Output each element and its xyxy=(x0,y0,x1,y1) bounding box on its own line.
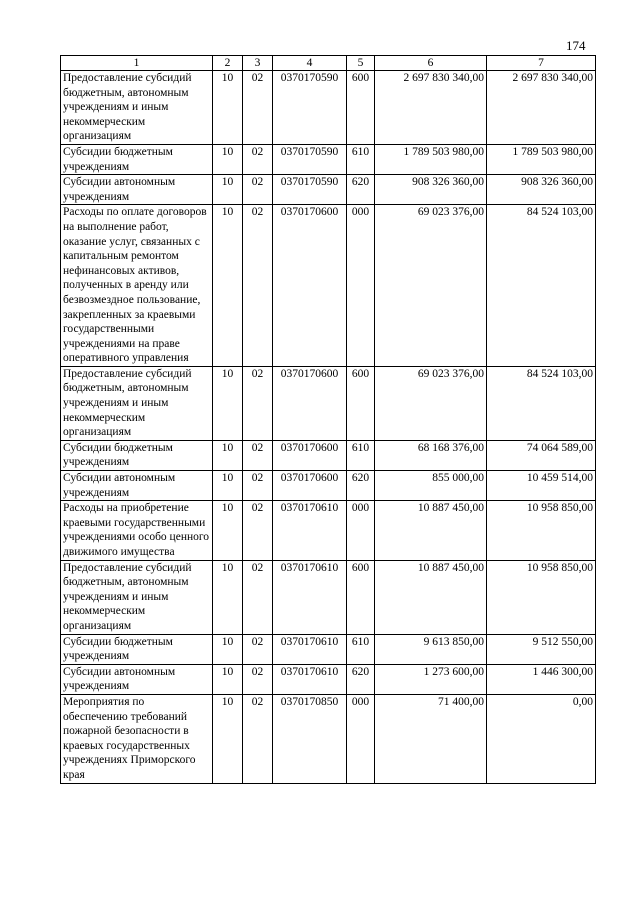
page-number: 174 xyxy=(566,38,586,53)
amount-col7: 2 697 830 340,00 xyxy=(487,71,596,145)
subsection-code: 02 xyxy=(243,634,273,664)
table-row xyxy=(61,71,596,145)
table-row xyxy=(61,471,596,501)
target-article-code: 0370170610 xyxy=(273,501,347,560)
header-cell: 3 xyxy=(243,56,273,71)
subsection-code: 02 xyxy=(243,175,273,205)
expense-type-code: 620 xyxy=(347,175,375,205)
amount-col6: 855 000,00 xyxy=(375,471,487,501)
subsection-code: 02 xyxy=(243,440,273,470)
subsection-code: 02 xyxy=(243,144,273,174)
header-cell: 7 xyxy=(487,56,596,71)
row-name: Предоставление субсидий бюджетным, автономным учреждениям и иным некоммерческим организациям xyxy=(61,560,213,634)
expense-type-code: 610 xyxy=(347,634,375,664)
target-article-code: 0370170850 xyxy=(273,694,347,783)
header-cell: 5 xyxy=(347,56,375,71)
header-cell: 4 xyxy=(273,56,347,71)
amount-col6: 71 400,00 xyxy=(375,694,487,783)
amount-col6: 69 023 376,00 xyxy=(375,366,487,440)
row-name: Субсидии бюджетным учреждениям xyxy=(61,634,213,664)
section-code: 10 xyxy=(213,501,243,560)
amount-col6: 1 789 503 980,00 xyxy=(375,144,487,174)
amount-col6: 9 613 850,00 xyxy=(375,634,487,664)
amount-col6: 2 697 830 340,00 xyxy=(375,71,487,145)
section-code: 10 xyxy=(213,634,243,664)
subsection-code: 02 xyxy=(243,560,273,634)
amount-col7: 908 326 360,00 xyxy=(487,175,596,205)
section-code: 10 xyxy=(213,471,243,501)
row-name: Субсидии автономным учреждениям xyxy=(61,471,213,501)
subsection-code: 02 xyxy=(243,501,273,560)
amount-col6: 908 326 360,00 xyxy=(375,175,487,205)
row-name: Мероприятия по обеспечению требований пожарной безопасности в краевых государственных учреждениях Приморского края xyxy=(61,694,213,783)
section-code: 10 xyxy=(213,694,243,783)
subsection-code: 02 xyxy=(243,366,273,440)
expense-type-code: 620 xyxy=(347,471,375,501)
table-row xyxy=(61,634,596,664)
expense-type-code: 600 xyxy=(347,560,375,634)
subsection-code: 02 xyxy=(243,694,273,783)
section-code: 10 xyxy=(213,205,243,367)
table-row xyxy=(61,144,596,174)
header-cell: 1 xyxy=(61,56,213,71)
row-name: Субсидии автономным учреждениям xyxy=(61,175,213,205)
table-row xyxy=(61,501,596,560)
target-article-code: 0370170600 xyxy=(273,366,347,440)
target-article-code: 0370170610 xyxy=(273,664,347,694)
table-row xyxy=(61,366,596,440)
table-row xyxy=(61,175,596,205)
amount-col6: 68 168 376,00 xyxy=(375,440,487,470)
target-article-code: 0370170590 xyxy=(273,144,347,174)
amount-col7: 0,00 xyxy=(487,694,596,783)
target-article-code: 0370170600 xyxy=(273,471,347,501)
subsection-code: 02 xyxy=(243,205,273,367)
expense-type-code: 620 xyxy=(347,664,375,694)
amount-col7: 74 064 589,00 xyxy=(487,440,596,470)
table-row xyxy=(61,694,596,783)
subsection-code: 02 xyxy=(243,71,273,145)
expense-type-code: 610 xyxy=(347,440,375,470)
amount-col7: 84 524 103,00 xyxy=(487,366,596,440)
section-code: 10 xyxy=(213,440,243,470)
target-article-code: 0370170600 xyxy=(273,440,347,470)
expense-type-code: 610 xyxy=(347,144,375,174)
target-article-code: 0370170600 xyxy=(273,205,347,367)
amount-col7: 10 958 850,00 xyxy=(487,501,596,560)
amount-col6: 10 887 450,00 xyxy=(375,501,487,560)
amount-col6: 1 273 600,00 xyxy=(375,664,487,694)
expense-type-code: 600 xyxy=(347,366,375,440)
row-name: Субсидии бюджетным учреждениям xyxy=(61,440,213,470)
table-row xyxy=(61,205,596,367)
amount-col7: 9 512 550,00 xyxy=(487,634,596,664)
amount-col7: 10 958 850,00 xyxy=(487,560,596,634)
target-article-code: 0370170590 xyxy=(273,175,347,205)
row-name: Расходы по оплате договоров на выполнение работ, оказание услуг, связанных с капитальным ремонтом нефинансовых активов, полученных в аренду или безвозмездное пользование, закрепленных за краевыми государственными учреждениями на праве оперативного управления xyxy=(61,205,213,367)
target-article-code: 0370170590 xyxy=(273,71,347,145)
amount-col7: 84 524 103,00 xyxy=(487,205,596,367)
section-code: 10 xyxy=(213,366,243,440)
subsection-code: 02 xyxy=(243,664,273,694)
row-name: Предоставление субсидий бюджетным, автономным учреждениям и иным некоммерческим организациям xyxy=(61,71,213,145)
expense-type-code: 000 xyxy=(347,501,375,560)
target-article-code: 0370170610 xyxy=(273,634,347,664)
row-name: Предоставление субсидий бюджетным, автономным учреждениям и иным некоммерческим организациям xyxy=(61,366,213,440)
budget-table xyxy=(60,55,596,784)
subsection-code: 02 xyxy=(243,471,273,501)
section-code: 10 xyxy=(213,71,243,145)
amount-col7: 1 446 300,00 xyxy=(487,664,596,694)
expense-type-code: 600 xyxy=(347,71,375,145)
amount-col7: 1 789 503 980,00 xyxy=(487,144,596,174)
header-cell: 6 xyxy=(375,56,487,71)
table-row xyxy=(61,664,596,694)
target-article-code: 0370170610 xyxy=(273,560,347,634)
row-name: Субсидии автономным учреждениям xyxy=(61,664,213,694)
section-code: 10 xyxy=(213,664,243,694)
amount-col7: 10 459 514,00 xyxy=(487,471,596,501)
table-row xyxy=(61,440,596,470)
header-row xyxy=(61,56,596,71)
expense-type-code: 000 xyxy=(347,205,375,367)
expense-type-code: 000 xyxy=(347,694,375,783)
row-name: Расходы на приобретение краевыми государственными учреждениями особо ценного движимого имущества xyxy=(61,501,213,560)
section-code: 10 xyxy=(213,144,243,174)
row-name: Субсидии бюджетным учреждениям xyxy=(61,144,213,174)
section-code: 10 xyxy=(213,175,243,205)
table-row xyxy=(61,560,596,634)
amount-col6: 10 887 450,00 xyxy=(375,560,487,634)
header-cell: 2 xyxy=(213,56,243,71)
section-code: 10 xyxy=(213,560,243,634)
amount-col6: 69 023 376,00 xyxy=(375,205,487,367)
